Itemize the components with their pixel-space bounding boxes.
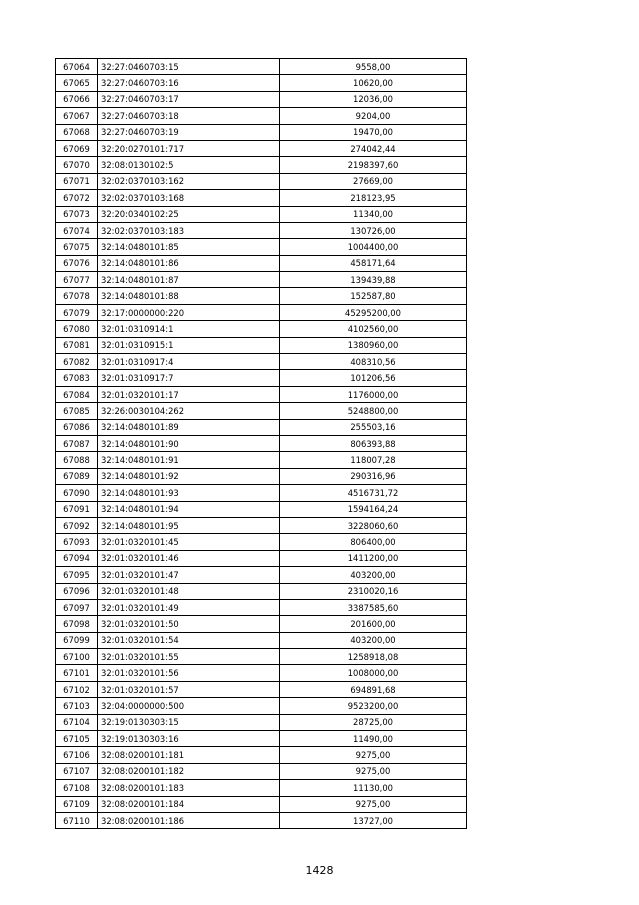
- row-number-cell: 67103: [56, 698, 98, 714]
- value-cell: 290316,96: [280, 468, 467, 484]
- row-number-cell: 67093: [56, 534, 98, 550]
- cadastral-number-cell: 32:14:0480101:86: [98, 255, 280, 271]
- row-number-cell: 67070: [56, 157, 98, 173]
- value-cell: 28725,00: [280, 714, 467, 730]
- cadastral-number-cell: 32:08:0200101:184: [98, 796, 280, 812]
- cadastral-number-cell: 32:14:0480101:94: [98, 501, 280, 517]
- row-number-cell: 67079: [56, 304, 98, 320]
- cadastral-number-cell: 32:02:0370103:168: [98, 190, 280, 206]
- row-number-cell: 67094: [56, 550, 98, 566]
- row-number-cell: 67088: [56, 452, 98, 468]
- cadastral-number-cell: 32:27:0460703:16: [98, 75, 280, 91]
- value-cell: 1004400,00: [280, 239, 467, 255]
- table-row: [56, 222, 467, 238]
- cadastral-number-cell: 32:19:0130303:15: [98, 714, 280, 730]
- value-cell: 118007,28: [280, 452, 467, 468]
- row-number-cell: 67068: [56, 124, 98, 140]
- table-row: [56, 255, 467, 271]
- table-row: [56, 91, 467, 107]
- row-number-cell: 67106: [56, 747, 98, 763]
- table-row: [56, 665, 467, 681]
- row-number-cell: 67099: [56, 632, 98, 648]
- value-cell: 403200,00: [280, 567, 467, 583]
- row-number-cell: 67095: [56, 567, 98, 583]
- table-row: [56, 272, 467, 288]
- cadastral-number-cell: 32:19:0130303:16: [98, 731, 280, 747]
- value-cell: 4102560,00: [280, 321, 467, 337]
- row-number-cell: 67071: [56, 173, 98, 189]
- value-cell: 13727,00: [280, 812, 467, 828]
- value-cell: 408310,56: [280, 354, 467, 370]
- row-number-cell: 67072: [56, 190, 98, 206]
- value-cell: 1594164,24: [280, 501, 467, 517]
- row-number-cell: 67069: [56, 140, 98, 156]
- table-row: [56, 337, 467, 353]
- table-row: [56, 75, 467, 91]
- cadastral-number-cell: 32:14:0480101:92: [98, 468, 280, 484]
- cadastral-number-cell: 32:14:0480101:89: [98, 419, 280, 435]
- row-number-cell: 67083: [56, 370, 98, 386]
- table-row: [56, 812, 467, 828]
- table-row: [56, 59, 467, 75]
- table-row: [56, 124, 467, 140]
- value-cell: 19470,00: [280, 124, 467, 140]
- value-cell: 201600,00: [280, 616, 467, 632]
- table-row: [56, 354, 467, 370]
- value-cell: 9204,00: [280, 108, 467, 124]
- value-cell: 806400,00: [280, 534, 467, 550]
- value-cell: 5248800,00: [280, 403, 467, 419]
- row-number-cell: 67075: [56, 239, 98, 255]
- row-number-cell: 67092: [56, 517, 98, 533]
- table-row: [56, 747, 467, 763]
- value-cell: 218123,95: [280, 190, 467, 206]
- table-row: [56, 108, 467, 124]
- value-cell: 694891,68: [280, 681, 467, 697]
- row-number-cell: 67097: [56, 599, 98, 615]
- table-row: [56, 698, 467, 714]
- row-number-cell: 67102: [56, 681, 98, 697]
- table-row: [56, 616, 467, 632]
- cadastral-number-cell: 32:08:0200101:183: [98, 780, 280, 796]
- table-row: [56, 780, 467, 796]
- table-row: [56, 681, 467, 697]
- value-cell: 3228060,60: [280, 517, 467, 533]
- row-number-cell: 67084: [56, 386, 98, 402]
- value-cell: 1411200,00: [280, 550, 467, 566]
- table-row: [56, 468, 467, 484]
- value-cell: 806393,88: [280, 435, 467, 451]
- row-number-cell: 67065: [56, 75, 98, 91]
- cadastral-number-cell: 32:27:0460703:15: [98, 59, 280, 75]
- value-cell: 139439,88: [280, 272, 467, 288]
- cadastral-number-cell: 32:08:0130102:5: [98, 157, 280, 173]
- cadastral-number-cell: 32:27:0460703:18: [98, 108, 280, 124]
- cadastral-number-cell: 32:27:0460703:19: [98, 124, 280, 140]
- value-cell: 27669,00: [280, 173, 467, 189]
- value-cell: 152587,80: [280, 288, 467, 304]
- cadastral-number-cell: 32:02:0370103:183: [98, 222, 280, 238]
- value-cell: 458171,64: [280, 255, 467, 271]
- table-row: [56, 714, 467, 730]
- row-number-cell: 67085: [56, 403, 98, 419]
- row-number-cell: 67074: [56, 222, 98, 238]
- row-number-cell: 67100: [56, 649, 98, 665]
- value-cell: 11490,00: [280, 731, 467, 747]
- value-cell: 9523200,00: [280, 698, 467, 714]
- cadastral-number-cell: 32:01:0320101:50: [98, 616, 280, 632]
- page-number: 1428: [305, 864, 334, 877]
- row-number-cell: 67064: [56, 59, 98, 75]
- table-row: [56, 403, 467, 419]
- cadastral-number-cell: 32:14:0480101:91: [98, 452, 280, 468]
- table-row: [56, 763, 467, 779]
- table-row: [56, 288, 467, 304]
- cadastral-number-cell: 32:01:0320101:55: [98, 649, 280, 665]
- value-cell: 9275,00: [280, 763, 467, 779]
- cadastral-number-cell: 32:01:0320101:54: [98, 632, 280, 648]
- value-cell: 1008000,00: [280, 665, 467, 681]
- cadastral-number-cell: 32:08:0200101:182: [98, 763, 280, 779]
- cadastral-number-cell: 32:08:0200101:186: [98, 812, 280, 828]
- table-row: [56, 599, 467, 615]
- row-number-cell: 67067: [56, 108, 98, 124]
- cadastral-number-cell: 32:01:0320101:47: [98, 567, 280, 583]
- row-number-cell: 67080: [56, 321, 98, 337]
- cadastral-value-table: [55, 58, 467, 829]
- cadastral-number-cell: 32:14:0480101:87: [98, 272, 280, 288]
- cadastral-number-cell: 32:14:0480101:90: [98, 435, 280, 451]
- value-cell: 274042,44: [280, 140, 467, 156]
- table-row: [56, 190, 467, 206]
- table-row: [56, 517, 467, 533]
- value-cell: 45295200,00: [280, 304, 467, 320]
- cadastral-number-cell: 32:17:0000000:220: [98, 304, 280, 320]
- cadastral-number-cell: 32:01:0320101:57: [98, 681, 280, 697]
- value-cell: 130726,00: [280, 222, 467, 238]
- value-cell: 10620,00: [280, 75, 467, 91]
- row-number-cell: 67076: [56, 255, 98, 271]
- table-row: [56, 239, 467, 255]
- table-row: [56, 206, 467, 222]
- row-number-cell: 67089: [56, 468, 98, 484]
- table-row: [56, 501, 467, 517]
- cadastral-number-cell: 32:01:0310915:1: [98, 337, 280, 353]
- table-row: [56, 567, 467, 583]
- cadastral-number-cell: 32:02:0370103:162: [98, 173, 280, 189]
- row-number-cell: 67078: [56, 288, 98, 304]
- row-number-cell: 67096: [56, 583, 98, 599]
- row-number-cell: 67107: [56, 763, 98, 779]
- value-cell: 403200,00: [280, 632, 467, 648]
- cadastral-number-cell: 32:01:0320101:17: [98, 386, 280, 402]
- value-cell: 11340,00: [280, 206, 467, 222]
- cadastral-number-cell: 32:14:0480101:88: [98, 288, 280, 304]
- table-row: [56, 534, 467, 550]
- table-row: [56, 632, 467, 648]
- value-cell: 1258918,08: [280, 649, 467, 665]
- value-cell: 101206,56: [280, 370, 467, 386]
- cadastral-number-cell: 32:01:0310917:7: [98, 370, 280, 386]
- cadastral-number-cell: 32:01:0320101:56: [98, 665, 280, 681]
- cadastral-number-cell: 32:08:0200101:181: [98, 747, 280, 763]
- cadastral-number-cell: 32:01:0320101:48: [98, 583, 280, 599]
- row-number-cell: 67104: [56, 714, 98, 730]
- value-cell: 9275,00: [280, 796, 467, 812]
- row-number-cell: 67086: [56, 419, 98, 435]
- row-number-cell: 67087: [56, 435, 98, 451]
- cadastral-number-cell: 32:01:0310914:1: [98, 321, 280, 337]
- value-cell: 2310020,16: [280, 583, 467, 599]
- row-number-cell: 67091: [56, 501, 98, 517]
- table-row: [56, 304, 467, 320]
- table-row: [56, 731, 467, 747]
- table-row: [56, 796, 467, 812]
- value-cell: 11130,00: [280, 780, 467, 796]
- row-number-cell: 67073: [56, 206, 98, 222]
- table-row: [56, 157, 467, 173]
- table-row: [56, 452, 467, 468]
- value-cell: 9558,00: [280, 59, 467, 75]
- value-cell: 9275,00: [280, 747, 467, 763]
- table-row: [56, 649, 467, 665]
- cadastral-number-cell: 32:14:0480101:93: [98, 485, 280, 501]
- cadastral-number-cell: 32:01:0320101:46: [98, 550, 280, 566]
- table-row: [56, 419, 467, 435]
- value-cell: 4516731,72: [280, 485, 467, 501]
- row-number-cell: 67090: [56, 485, 98, 501]
- value-cell: 2198397,60: [280, 157, 467, 173]
- cadastral-number-cell: 32:27:0460703:17: [98, 91, 280, 107]
- cadastral-number-cell: 32:01:0320101:49: [98, 599, 280, 615]
- table-row: [56, 435, 467, 451]
- cadastral-number-cell: 32:20:0340102:25: [98, 206, 280, 222]
- cadastral-number-cell: 32:01:0320101:45: [98, 534, 280, 550]
- table-row: [56, 550, 467, 566]
- row-number-cell: 67108: [56, 780, 98, 796]
- row-number-cell: 67101: [56, 665, 98, 681]
- table-row: [56, 485, 467, 501]
- cadastral-number-cell: 32:01:0310917:4: [98, 354, 280, 370]
- table-row: [56, 173, 467, 189]
- row-number-cell: 67066: [56, 91, 98, 107]
- table-row: [56, 370, 467, 386]
- cadastral-number-cell: 32:04:0000000:500: [98, 698, 280, 714]
- row-number-cell: 67077: [56, 272, 98, 288]
- row-number-cell: 67109: [56, 796, 98, 812]
- cadastral-number-cell: 32:14:0480101:85: [98, 239, 280, 255]
- table-row: [56, 386, 467, 402]
- value-cell: 3387585,60: [280, 599, 467, 615]
- cadastral-number-cell: 32:26:0030104:262: [98, 403, 280, 419]
- value-cell: 1380960,00: [280, 337, 467, 353]
- table-row: [56, 583, 467, 599]
- cadastral-number-cell: 32:20:0270101:717: [98, 140, 280, 156]
- value-cell: 1176000,00: [280, 386, 467, 402]
- value-cell: 12036,00: [280, 91, 467, 107]
- row-number-cell: 67081: [56, 337, 98, 353]
- value-cell: 255503,16: [280, 419, 467, 435]
- table-row: [56, 140, 467, 156]
- row-number-cell: 67110: [56, 812, 98, 828]
- row-number-cell: 67098: [56, 616, 98, 632]
- table-row: [56, 321, 467, 337]
- cadastral-number-cell: 32:14:0480101:95: [98, 517, 280, 533]
- row-number-cell: 67105: [56, 731, 98, 747]
- table-body: [56, 59, 467, 829]
- row-number-cell: 67082: [56, 354, 98, 370]
